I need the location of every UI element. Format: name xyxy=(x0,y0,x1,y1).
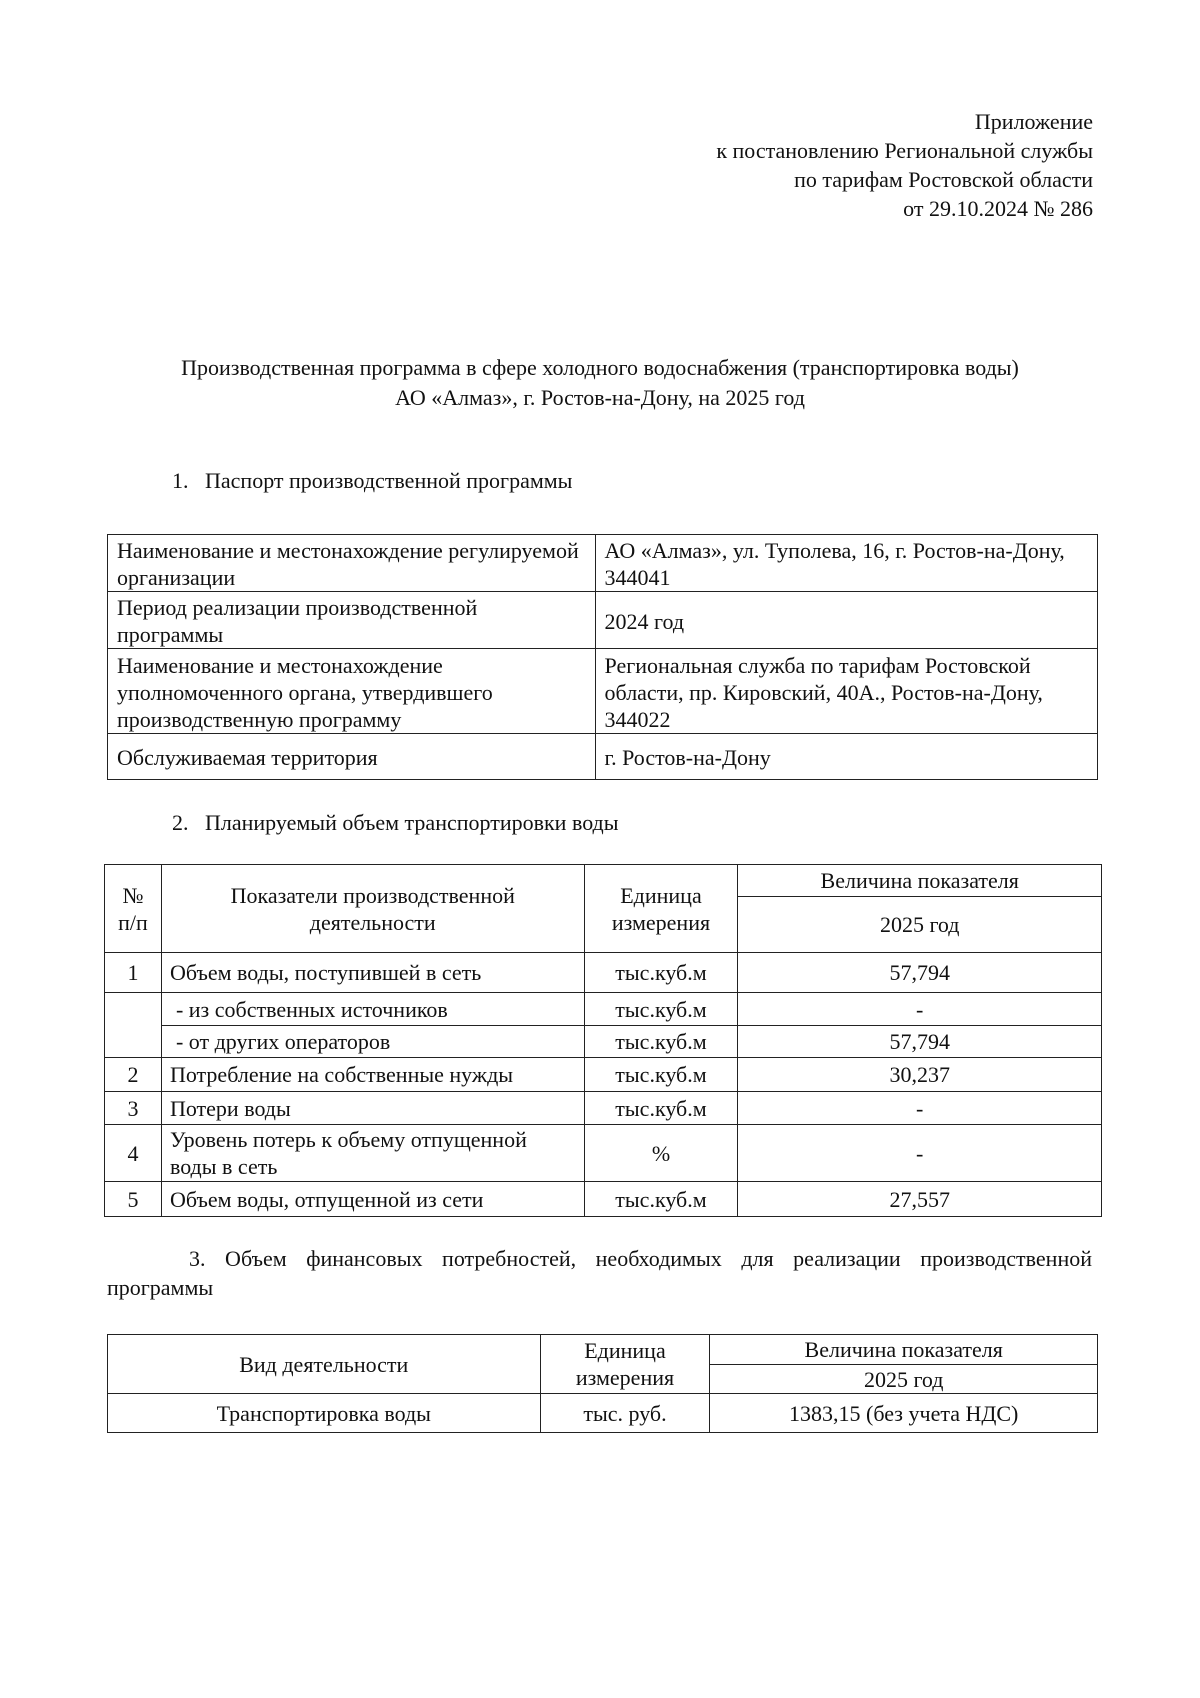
col-year-header: 2025 год xyxy=(738,897,1102,953)
passport-label: Период реализации производственной программы xyxy=(108,592,596,649)
table-row xyxy=(105,1058,1102,1092)
row-value: 27,557 xyxy=(738,1182,1102,1217)
document-title xyxy=(0,353,1200,413)
header-date-number: от 29.10.2024 № 286 xyxy=(903,196,1093,221)
row-num: 3 xyxy=(105,1092,162,1125)
row-unit: тыс.куб.м xyxy=(584,953,738,993)
row-num xyxy=(105,993,162,1058)
row-num: 5 xyxy=(105,1182,162,1217)
col-unit-header: Единица измерения xyxy=(540,1335,710,1394)
passport-value: АО «Алмаз», ул. Туполева, 16, г. Ростов-на-Дону, 344041 xyxy=(595,535,1097,592)
row-indicator: Уровень потерь к объему отпущенной воды в сеть xyxy=(161,1125,584,1182)
row-indicator: Потери воды xyxy=(161,1092,584,1125)
row-value: 57,794 xyxy=(738,953,1102,993)
col-activity-header: Вид деятельности xyxy=(108,1335,541,1394)
table-row xyxy=(108,592,1098,649)
table-row xyxy=(105,993,1102,1026)
row-num: 4 xyxy=(105,1125,162,1182)
row-value: - xyxy=(738,993,1102,1026)
row-value: 57,794 xyxy=(738,1026,1102,1058)
title-line-1: Производственная программа в сфере холодного водоснабжения (транспортировка воды) xyxy=(181,355,1019,380)
row-num: 2 xyxy=(105,1058,162,1092)
col-value-header: Величина показателя xyxy=(738,865,1102,897)
table-header-row xyxy=(105,865,1102,897)
table-row xyxy=(105,1125,1102,1182)
row-activity: Транспортировка воды xyxy=(108,1394,541,1433)
section-2-heading: 2. Планируемый объем транспортировки воды xyxy=(172,810,619,835)
row-indicator: - от других операторов xyxy=(161,1026,584,1058)
row-indicator: Объем воды, поступившей в сеть xyxy=(161,953,584,993)
header-appendix: Приложение xyxy=(974,109,1093,134)
col-year-header: 2025 год xyxy=(710,1365,1098,1394)
title-line-2: АО «Алмаз», г. Ростов-на-Дону, на 2025 год xyxy=(395,385,805,410)
row-unit: тыс.куб.м xyxy=(584,1092,738,1125)
section-1-heading: 1. Паспорт производственной программы xyxy=(172,468,573,493)
row-indicator: Потребление на собственные нужды xyxy=(161,1058,584,1092)
row-num: 1 xyxy=(105,953,162,993)
row-unit: тыс.куб.м xyxy=(584,1058,738,1092)
table-row xyxy=(105,1092,1102,1125)
passport-label: Наименование и местонахождение уполномоченного органа, утвердившего производственную программу xyxy=(108,649,596,734)
document-header xyxy=(716,107,1093,223)
passport-label: Обслуживаемая территория xyxy=(108,734,596,780)
table-row xyxy=(105,953,1102,993)
passport-value: г. Ростов-на-Дону xyxy=(595,734,1097,780)
financial-needs-table xyxy=(107,1334,1098,1433)
row-unit: тыс.куб.м xyxy=(584,1182,738,1217)
table-header-row xyxy=(108,1335,1098,1365)
row-unit: тыс.куб.м xyxy=(584,993,738,1026)
row-value: - xyxy=(738,1092,1102,1125)
row-value: - xyxy=(738,1125,1102,1182)
row-unit: тыс.куб.м xyxy=(584,1026,738,1058)
col-unit-header: Единица измерения xyxy=(584,865,738,953)
row-value: 30,237 xyxy=(738,1058,1102,1092)
col-indicator-header: Показатели производственной деятельности xyxy=(161,865,584,953)
water-volume-table xyxy=(104,864,1102,1217)
row-unit: % xyxy=(584,1125,738,1182)
row-indicator: Объем воды, отпущенной из сети xyxy=(161,1182,584,1217)
row-indicator: - из собственных источников xyxy=(161,993,584,1026)
col-num-header: № п/п xyxy=(105,865,162,953)
col-value-header: Величина показателя xyxy=(710,1335,1098,1365)
row-unit: тыс. руб. xyxy=(540,1394,710,1433)
table-row xyxy=(108,535,1098,592)
row-value: 1383,15 (без учета НДС) xyxy=(710,1394,1098,1433)
table-row xyxy=(108,1394,1098,1433)
passport-table xyxy=(107,534,1098,780)
header-resolution: к постановлению Региональной службы xyxy=(716,138,1093,163)
passport-value: Региональная служба по тарифам Ростовской области, пр. Кировский, 40А., Ростов-на-Дону, 344022 xyxy=(595,649,1097,734)
table-row xyxy=(105,1026,1102,1058)
section-3-heading: 3. Объем финансовых потребностей, необходимых для реализации производственной программы xyxy=(107,1246,1092,1300)
header-agency: по тарифам Ростовской области xyxy=(794,167,1093,192)
table-row xyxy=(108,734,1098,780)
table-row xyxy=(105,1182,1102,1217)
passport-value: 2024 год xyxy=(595,592,1097,649)
table-row xyxy=(108,649,1098,734)
passport-label: Наименование и местонахождение регулируемой организации xyxy=(108,535,596,592)
